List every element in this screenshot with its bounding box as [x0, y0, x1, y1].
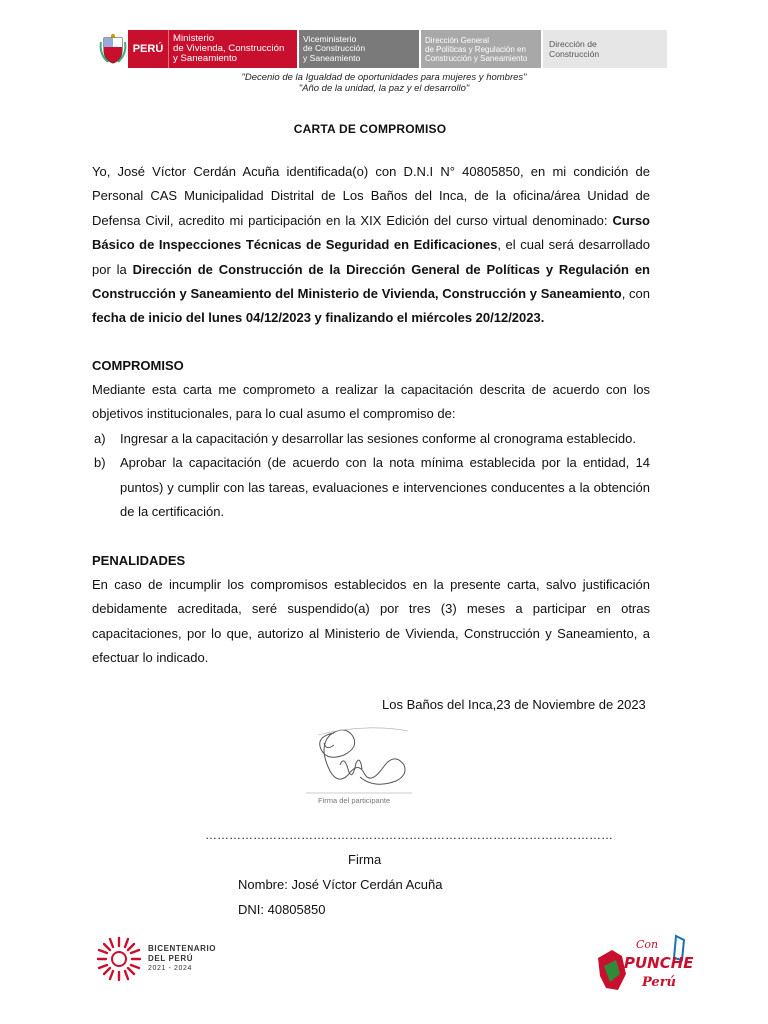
- signature-line: …………………………………………………………………………………………: [205, 828, 613, 842]
- peru-label: PERÚ: [128, 30, 168, 68]
- direccion-general-label: Dirección General de Políticas y Regulación en Construcción y Saneamiento: [421, 30, 541, 68]
- signature-caption: Firma del participante: [318, 796, 391, 805]
- direccion-label: Dirección de Construcción: [543, 30, 667, 68]
- punche-word-3: Perú: [642, 975, 676, 990]
- bicentenario-logo: [96, 936, 216, 982]
- punche-word-1: Con: [636, 938, 659, 951]
- slogan-line-1: "Decenio de la Igualdad de oportunidades para mujeres y hombres": [241, 72, 527, 83]
- signer-name: Nombre: José Víctor Cerdán Acuña: [238, 877, 443, 892]
- bicentenario-years: 2021 - 2024: [148, 965, 192, 972]
- list-item: b) Aprobar la capacitación (de acuerdo con la nota mínima establecida por la entidad, 14 puntos) y cumplir con las tareas, evaluaciones e intervenciones conducentes a la obtención de la certificación.: [94, 455, 650, 520]
- bicentenario-emblem-icon: [96, 936, 142, 982]
- viceministry-label: Viceministerio de Construcción y Saneamiento: [299, 30, 419, 68]
- compromiso-heading: COMPROMISO: [92, 358, 184, 373]
- slogan: [0, 73, 768, 94]
- date-place: Los Baños del Inca,23 de Noviembre de 2023: [382, 697, 646, 712]
- header-logos: [98, 30, 667, 68]
- bicentenario-line-1: BICENTENARIO: [148, 944, 217, 953]
- signer-dni: DNI: 40805850: [238, 902, 326, 917]
- ministry-label: Ministerio de Vivienda, Construcción y Saneamiento: [168, 30, 297, 68]
- penalidades-paragraph: En caso de incumplir los compromisos establecidos en la presente carta, salvo justificación debidamente acreditada, seré suspendido(a) por tres (3) meses a participar en otras capacitaciones, por lo que, autorizo al Ministerio de Vivienda, Construcción y Saneamiento, a efectuar lo indicado.: [92, 577, 650, 666]
- signature-image: [304, 725, 414, 807]
- compromiso-list: [92, 427, 650, 525]
- bicentenario-line-2: DEL PERÚ: [148, 954, 194, 963]
- list-item: a) Ingresar a la capacitación y desarrollar las sesiones conforme al cronograma establecido.: [94, 431, 636, 446]
- punche-word-2: PUNCHE: [624, 954, 694, 972]
- coat-of-arms-icon: [98, 30, 128, 68]
- firma-label: Firma: [348, 852, 382, 867]
- intro-paragraph: Yo, José Víctor Cerdán Acuña identificada(o) con D.N.I N° 40805850, en mi condición de Personal CAS Municipalidad Distrital de Los Baños del Inca, de la oficina/área Unidad de Defensa Civil, acredito mi participación en la XIX Edición del curso virtual denominado: Curso Básico de Inspecciones Técnicas de Seguridad en Edificaciones, el cual será desarrollado por la Dirección de Construcción de la Dirección General de Políticas y Regulación en Construcción y Saneamiento del Ministerio de Vivienda, Construcción y Saneamiento, con fecha de inicio del lunes 04/12/2023 y finalizando el miércoles 20/12/2023.: [92, 164, 651, 326]
- penalidades-heading: PENALIDADES: [92, 553, 186, 568]
- con-punche-peru-logo: [592, 930, 694, 998]
- compromiso-paragraph: Mediante esta carta me comprometo a realizar la capacitación descrita de acuerdo con los objetivos institucionales, para lo cual asumo el compromiso de:: [92, 382, 650, 422]
- document-title: CARTA DE COMPROMISO: [293, 122, 447, 136]
- slogan-line-2: "Año de la unidad, la paz y el desarrollo": [298, 82, 470, 94]
